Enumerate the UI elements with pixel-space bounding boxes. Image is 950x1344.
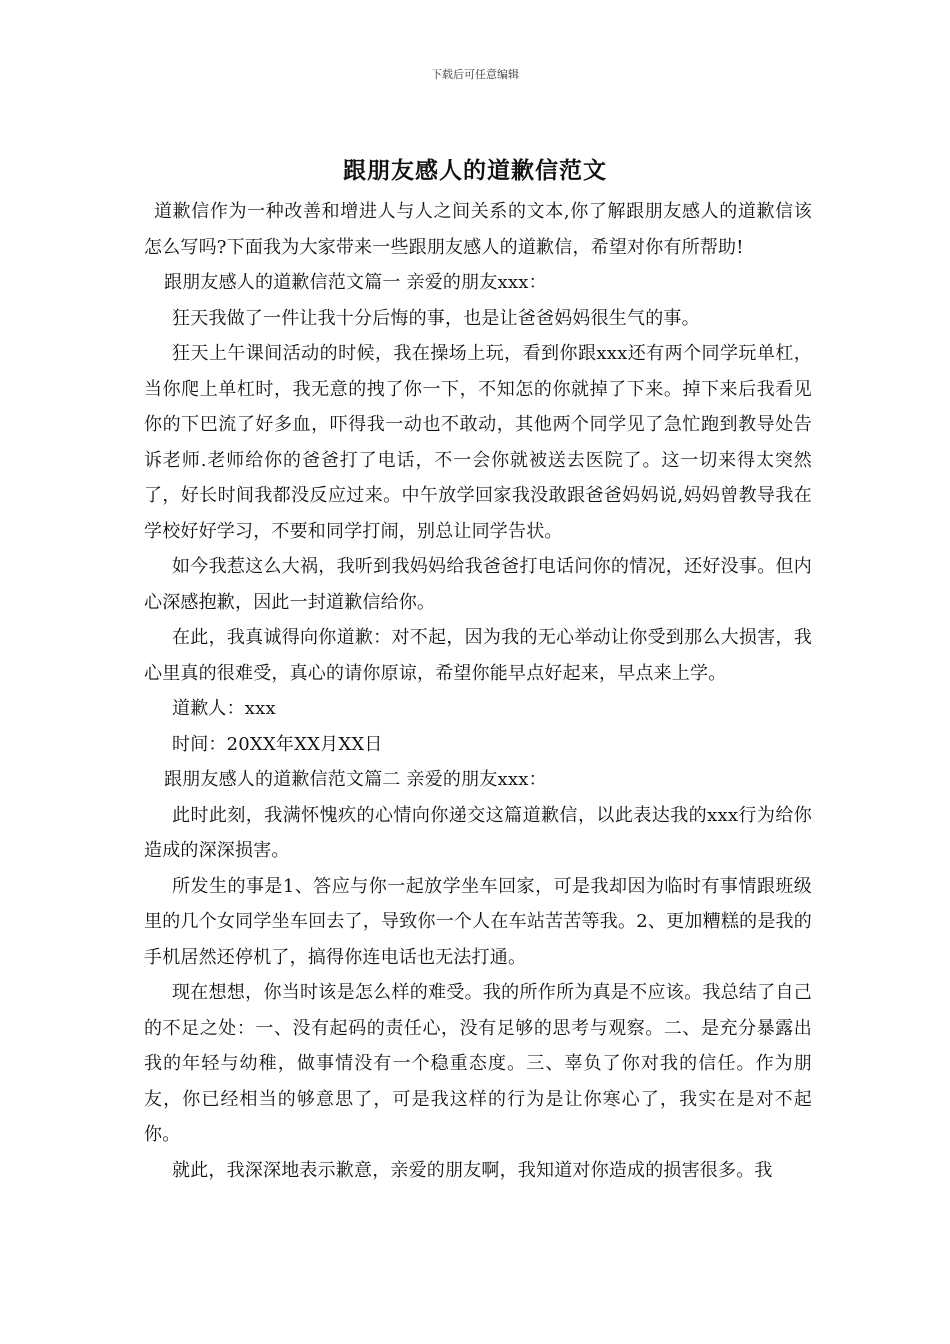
paragraph: 狂天我做了一件让我十分后悔的事，也是让爸爸妈妈很生气的事。	[172, 307, 700, 329]
paragraph: 道歉信作为一种改善和增进人与人之间关系的文本,你了解跟朋友感人的道歉信该怎么写吗?下面我为大家带来一些跟朋友感人的道歉信，希望对你有所帮助!	[144, 201, 812, 258]
document-body	[144, 194, 812, 1188]
paragraph: 现在想想，你当时该是怎么样的难受。我的所作所为真是不应该。我总结了自己的不足之处：一、没有起码的责任心，没有足够的思考与观察。二、是充分暴露出我的年轻与幼稚，做事情没有一个稳重态度。三、辜负了你对我的信任。作为朋友，你已经相当的够意思了，可是我这样的行为是让你寒心了，我实在是对不起你。	[144, 982, 812, 1145]
paragraph: 时间：20XX年XX月XX日	[172, 733, 383, 755]
paragraph: 如今我惹这么大祸，我听到我妈妈给我爸爸打电话问你的情况，还好没事。但内心深感抱歉，因此一封道歉信给你。	[144, 556, 812, 613]
paragraph: 跟朋友感人的道歉信范文篇二 亲爱的朋友xxx：	[164, 769, 547, 790]
page-title: 跟朋友感人的道歉信范文	[343, 158, 607, 184]
paragraph: 在此，我真诚得向你道歉：对不起，因为我的无心举动让你受到那么大损害，我心里真的很难受，真心的请你原谅，希望你能早点好起来，早点来上学。	[144, 627, 812, 684]
paragraph: 狂天上午课间活动的时候，我在操场上玩，看到你跟xxx还有两个同学玩单杠，当你爬上单杠时，我无意的拽了你一下，不知怎的你就掉了下来。掉下来后我看见你的下巴流了好多血，吓得我一动也不敢动，其他两个同学见了急忙跑到教导处告诉老师.老师给你的爸爸打了电话，不一会你就被送去医院了。这一切来得太突然了，好长时间我都没反应过来。中午放学回家我没敢跟爸爸妈妈说,妈妈曾教导我在学校好好学习，不要和同学打闹，别总让同学告状。	[144, 343, 812, 542]
paragraph: 道歉人：xxx	[172, 698, 276, 719]
paragraph: 跟朋友感人的道歉信范文篇一 亲爱的朋友xxx：	[164, 272, 547, 293]
header-note: 下载后可任意编辑	[431, 68, 519, 81]
paragraph: 所发生的事是1、答应与你一起放学坐车回家，可是我却因为临时有事情跟班级里的几个女同学坐车回去了，导致你一个人在车站苦苦等我。2、更加糟糕的是我的手机居然还停机了，搞得你连电话也无法打通。	[144, 875, 812, 968]
paragraph: 此时此刻，我满怀愧疚的心情向你递交这篇道歉信，以此表达我的xxx行为给你造成的深深损害。	[144, 804, 812, 861]
paragraph: 就此，我深深地表示歉意，亲爱的朋友啊，我知道对你造成的损害很多。我	[172, 1159, 773, 1181]
